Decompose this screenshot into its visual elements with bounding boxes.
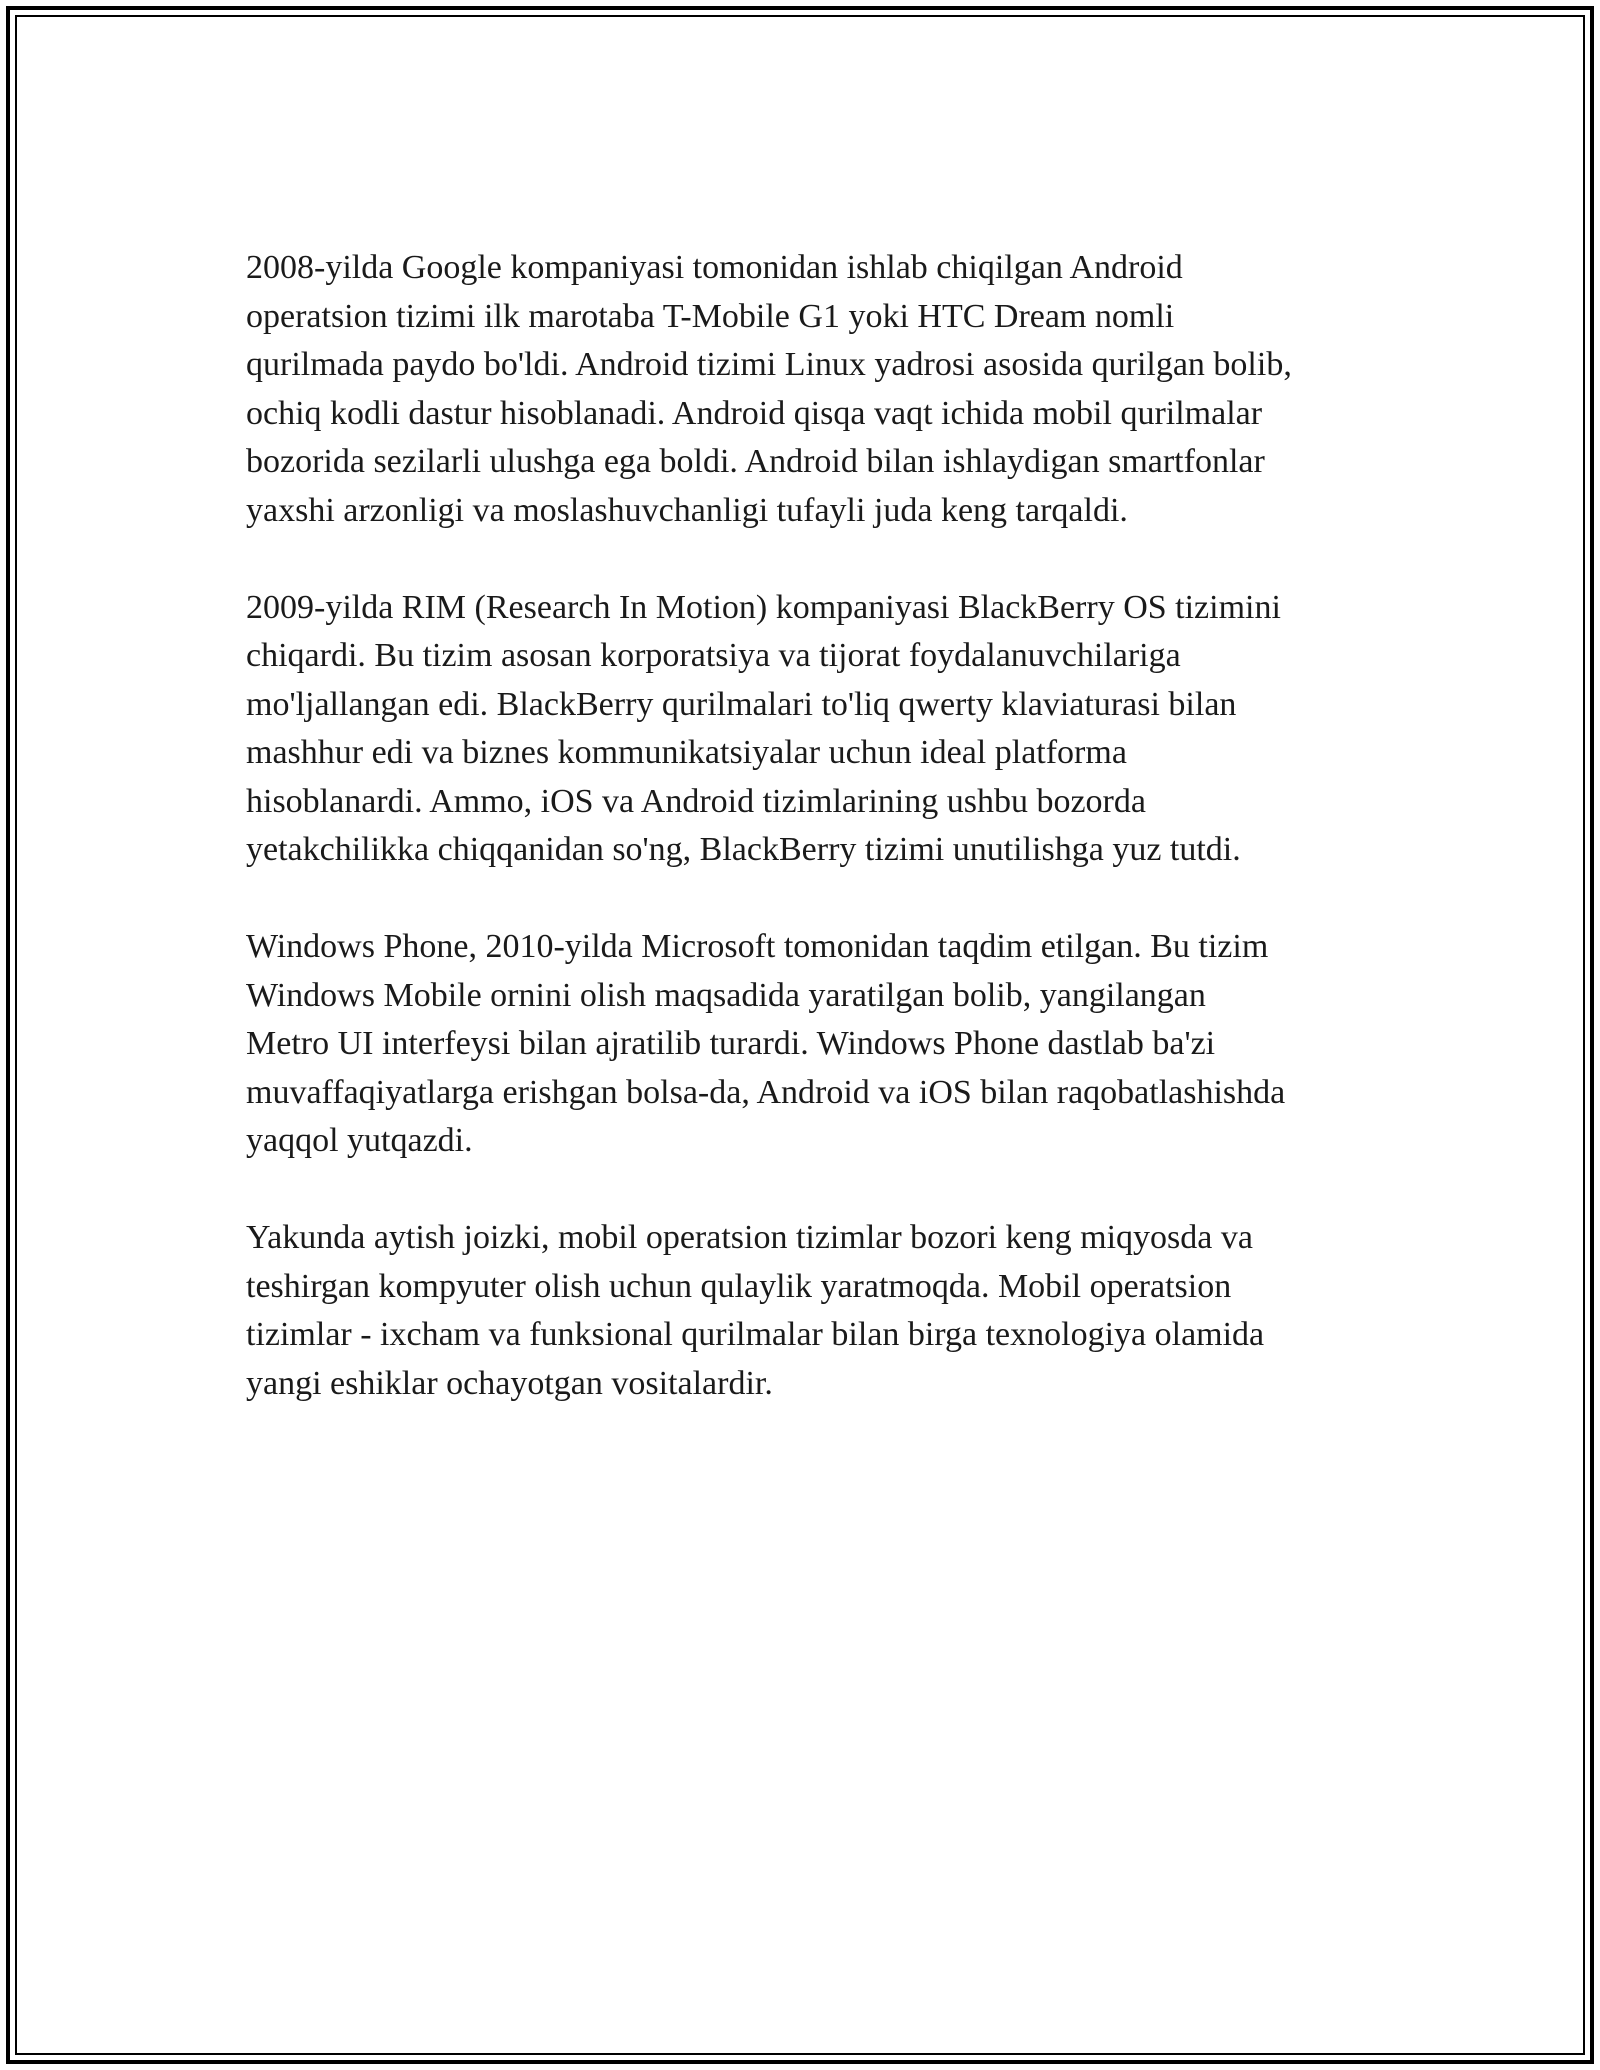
text-line: operatsion tizimi ilk marotaba T-Mobile G1 yoki HTC Dream nomli (246, 297, 1175, 335)
document-body (246, 244, 1406, 1457)
text-line: ochiq kodli dastur hisoblanadi. Android qisqa vaqt ichida mobil qurilmalar (246, 394, 1263, 432)
paragraph-windows-phone (246, 923, 1406, 1166)
text-line: Windows Phone, 2010-yilda Microsoft tomonidan taqdim etilgan. Bu tizim (246, 928, 1269, 965)
text-line: qurilmada paydo bo'ldi. Android tizimi Linux yadrosi asosida qurilgan bolib, (246, 346, 1292, 383)
text-line: yaxshi arzonligi va moslashuvchanligi tufayli juda keng tarqaldi. (246, 491, 1128, 529)
text-line: yetakchilikka chiqqanidan so'ng, BlackBerry tizimi unutilishga yuz tutdi. (246, 831, 1241, 868)
text-line: chiqardi. Bu tizim asosan korporatsiya va tijorat foydalanuvchilariga (246, 637, 1181, 674)
text-line: hisoblanardi. Ammo, iOS va Android tizimlarining ushbu bozorda (246, 782, 1146, 820)
text-line: mashhur edi va biznes kommunikatsiyalar uchun ideal platforma (246, 734, 1127, 771)
paragraph-blackberry (246, 584, 1406, 875)
page-border (6, 6, 1594, 2064)
text-line: 2009-yilda RIM (Research In Motion) kompaniyasi BlackBerry OS tizimini (246, 588, 1281, 626)
text-line: mo'ljallangan edi. BlackBerry qurilmalari to'liq qwerty klaviaturasi bilan (246, 685, 1237, 723)
text-line: Windows Mobile ornini olish maqsadida yaratilgan bolib, yangilangan (246, 976, 1206, 1014)
text-line: yaqqol yutqazdi. (246, 1122, 473, 1159)
text-line: Yakunda aytish joizki, mobil operatsion tizimlar bozori keng miqyosda va (246, 1219, 1253, 1256)
text-line: 2008-yilda Google kompaniyasi tomonidan ishlab chiqilgan Android (246, 249, 1183, 286)
text-line: yangi eshiklar ochayotgan vositalardir. (246, 1364, 773, 1402)
text-line: tizimlar - ixcham va funksional qurilmalar bilan birga texnologiya olamida (246, 1316, 1265, 1353)
paragraph-conclusion (246, 1214, 1406, 1408)
text-line: Metro UI interfeysi bilan ajratilib turardi. Windows Phone dastlab ba'zi (246, 1025, 1216, 1062)
text-line: teshirgan kompyuter olish uchun qulaylik yaratmoqda. Mobil operatsion (246, 1267, 1232, 1305)
text-line: bozorida sezilarli ulushga ega boldi. Android bilan ishlaydigan smartfonlar (246, 443, 1265, 480)
paragraph-android (246, 244, 1406, 535)
text-line: muvaffaqiyatlarga erishgan bolsa-da, Android va iOS bilan raqobatlashishda (246, 1073, 1286, 1111)
